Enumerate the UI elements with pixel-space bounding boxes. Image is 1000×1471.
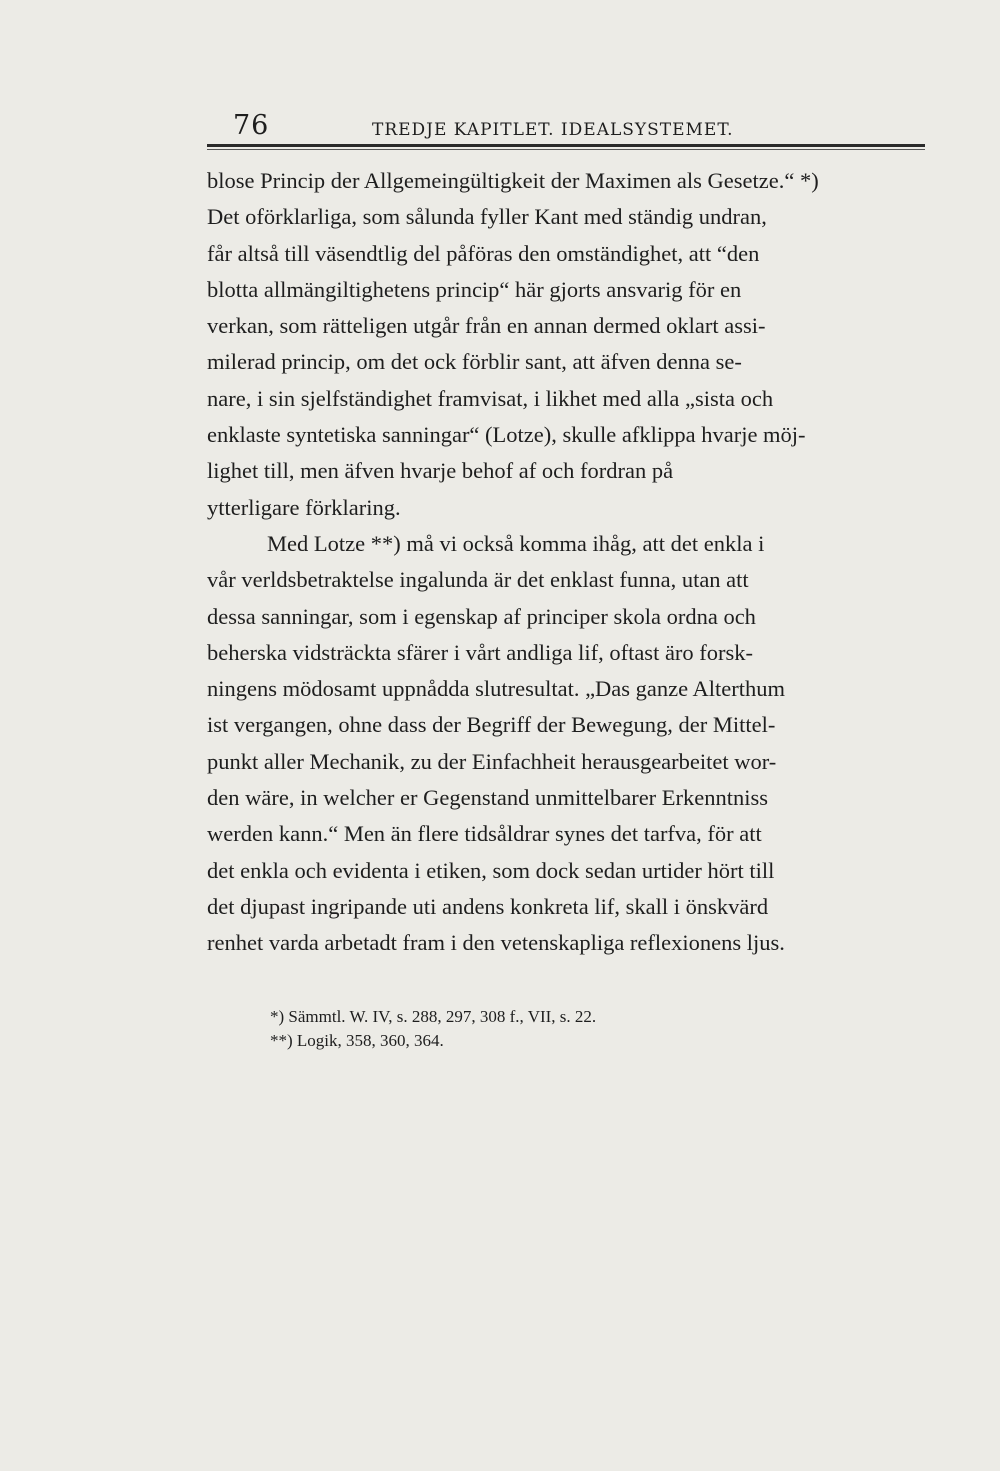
page-number: 76	[233, 110, 270, 141]
text-line: ytterligare förklaring.	[207, 494, 401, 520]
text-line: blotta allmängiltighetens princip“ här gjorts ansvarig för en	[207, 276, 742, 302]
text-line: ningens mödosamt uppnådda slutresultat. „Das ganze Alterthum	[207, 676, 786, 702]
text-line: renhet varda arbetadt fram i den vetenskapliga reflexionens ljus.	[207, 930, 785, 956]
footnote: *) Sämmtl. W. IV, s. 288, 297, 308 f., VII, s. 22.	[270, 1007, 597, 1026]
text-line: det enkla och evidenta i etiken, som dock sedan urtider hört till	[207, 857, 775, 883]
text-line: verkan, som rätteligen utgår från en annan dermed oklart assi-	[207, 313, 766, 339]
header-rule	[207, 144, 925, 147]
text-line: enklaste syntetiska sanningar“ (Lotze), skulle afklippa hvarje möj-	[207, 422, 806, 448]
footnote: **) Logik, 358, 360, 364.	[270, 1031, 444, 1050]
text-line: blose Princip der Allgemeingültigkeit der Maximen als Gesetze.“ *)	[207, 168, 819, 193]
text-line: Det oförklarliga, som sålunda fyller Kant med ständig undran,	[207, 204, 767, 230]
text-line: får altså till väsendtlig del påföras den omständighet, att “den	[207, 240, 760, 266]
text-line: milerad princip, om det ock förblir sant, att äfven denna se-	[207, 349, 742, 375]
footnotes	[270, 1005, 920, 1053]
text-line: werden kann.“ Men än flere tidsåldrar synes det tarfva, för att	[207, 821, 762, 847]
body-text	[207, 163, 947, 962]
text-line: punkt aller Mechanik, zu der Einfachheit herausgearbeitet wor-	[207, 748, 777, 774]
text-line: ist vergangen, ohne dass der Begriff der Bewegung, der Mittel-	[207, 712, 776, 738]
text-line: beherska vidsträckta sfärer i vårt andliga lif, oftast äro forsk-	[207, 639, 754, 665]
page-header	[207, 108, 925, 148]
running-head: TREDJE KAPITLET. IDEALSYSTEMET.	[372, 120, 734, 140]
text-line: lighet till, men äfven hvarje behof af och fordran på	[207, 458, 674, 484]
text-line: den wäre, in welcher er Gegenstand unmittelbarer Erkenntniss	[207, 785, 769, 811]
text-line: Med Lotze **) må vi också komma ihåg, att det enkla i	[267, 530, 765, 556]
text-line: nare, i sin sjelfständighet framvisat, i likhet med alla „sista och	[207, 385, 774, 411]
text-line: dessa sanningar, som i egenskap af principer skola ordna och	[207, 603, 756, 629]
text-line: vår verldsbetraktelse ingalunda är det enklast funna, utan att	[207, 567, 749, 593]
text-line: det djupast ingripande uti andens konkreta lif, skall i önskvärd	[207, 893, 769, 919]
header-rule-thin	[207, 149, 925, 150]
